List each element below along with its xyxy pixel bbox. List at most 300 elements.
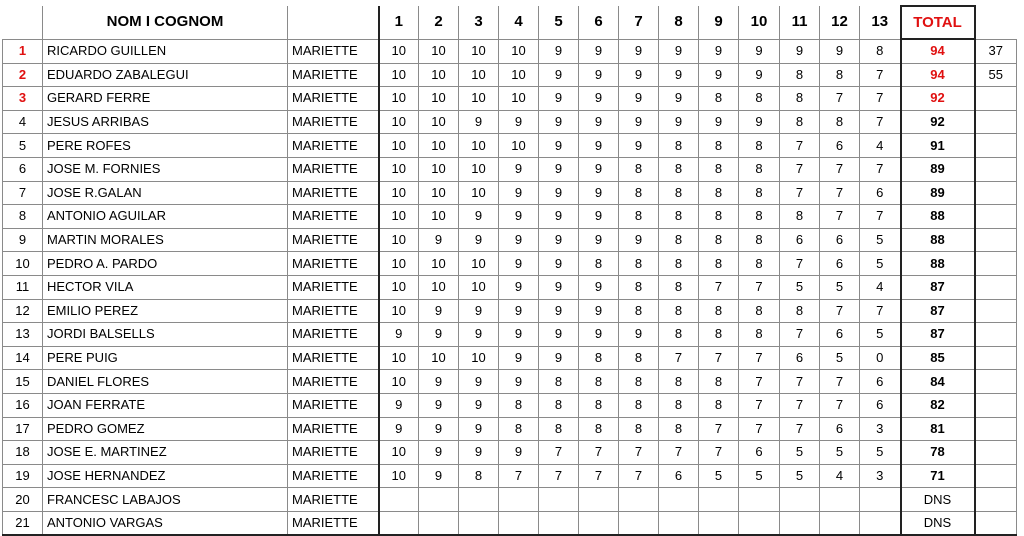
score-cell: 10 (459, 275, 499, 299)
table-row (3, 511, 1017, 535)
score-cell: 8 (659, 157, 699, 181)
score-cell: 4 (860, 275, 901, 299)
score-cell: 8 (699, 205, 739, 229)
round-header: 1 (379, 6, 419, 39)
score-cell: 10 (379, 370, 419, 394)
name-cell: MARTIN MORALES (43, 228, 288, 252)
name-cell: EDUARDO ZABALEGUI (43, 63, 288, 87)
name-cell: JORDI BALSELLS (43, 323, 288, 347)
total-cell: 91 (901, 134, 975, 158)
score-cell: 7 (659, 441, 699, 465)
position-cell: 4 (3, 110, 43, 134)
score-cell: 7 (659, 346, 699, 370)
score-cell: 10 (499, 134, 539, 158)
score-cell: 4 (820, 464, 860, 488)
score-cell: 8 (619, 181, 659, 205)
score-cell: 6 (739, 441, 780, 465)
score-cell: 9 (579, 205, 619, 229)
score-cell: 9 (699, 110, 739, 134)
total-cell: 71 (901, 464, 975, 488)
score-cell: 7 (739, 370, 780, 394)
name-cell: JOSE M. FORNIES (43, 157, 288, 181)
score-cell (499, 488, 539, 512)
extra-cell (975, 181, 1017, 205)
score-cell: 8 (619, 346, 659, 370)
round-header: 5 (539, 6, 579, 39)
score-cell: 8 (699, 157, 739, 181)
total-cell: 82 (901, 393, 975, 417)
score-cell: 9 (379, 393, 419, 417)
table-row (3, 63, 1017, 87)
score-cell: 9 (379, 417, 419, 441)
position-cell: 12 (3, 299, 43, 323)
score-cell: 7 (699, 417, 739, 441)
score-cell: 9 (499, 205, 539, 229)
club-cell: MARIETTE (288, 464, 379, 488)
table-row (3, 370, 1017, 394)
score-cell: 7 (820, 393, 860, 417)
score-cell: 8 (619, 157, 659, 181)
name-cell: JOAN FERRATE (43, 393, 288, 417)
position-cell: 16 (3, 393, 43, 417)
extra-cell (975, 157, 1017, 181)
score-cell: 10 (419, 252, 459, 276)
club-cell: MARIETTE (288, 441, 379, 465)
score-cell: 8 (579, 417, 619, 441)
round-header: 12 (820, 6, 860, 39)
score-cell: 9 (499, 252, 539, 276)
score-cell: 9 (579, 134, 619, 158)
score-cell: 9 (539, 87, 579, 111)
total-cell: 92 (901, 110, 975, 134)
table-row (3, 110, 1017, 134)
score-cell: 8 (659, 275, 699, 299)
score-cell: 9 (539, 157, 579, 181)
total-cell: 94 (901, 63, 975, 87)
score-cell: 8 (699, 393, 739, 417)
score-cell (619, 511, 659, 535)
club-cell: MARIETTE (288, 228, 379, 252)
round-header: 7 (619, 6, 659, 39)
club-cell: MARIETTE (288, 417, 379, 441)
score-cell: 5 (820, 275, 860, 299)
score-cell: 5 (820, 441, 860, 465)
table-row (3, 393, 1017, 417)
score-cell: 8 (739, 228, 780, 252)
extra-cell (975, 441, 1017, 465)
score-cell (419, 488, 459, 512)
score-cell: 9 (539, 299, 579, 323)
score-cell: 7 (820, 299, 860, 323)
score-cell: 9 (419, 228, 459, 252)
score-cell: 9 (539, 39, 579, 63)
extra-cell (975, 228, 1017, 252)
extra-cell (975, 87, 1017, 111)
extra-cell (975, 488, 1017, 512)
total-cell: 81 (901, 417, 975, 441)
score-cell: 7 (739, 417, 780, 441)
score-cell: 9 (499, 346, 539, 370)
score-cell: 7 (820, 370, 860, 394)
position-cell: 15 (3, 370, 43, 394)
club-cell: MARIETTE (288, 63, 379, 87)
score-cell: 10 (379, 299, 419, 323)
score-cell: 9 (539, 228, 579, 252)
extra-cell: 37 (975, 39, 1017, 63)
score-cell: 8 (659, 299, 699, 323)
table-row (3, 228, 1017, 252)
score-cell: 9 (459, 323, 499, 347)
table-row (3, 323, 1017, 347)
table-row (3, 205, 1017, 229)
score-cell: 10 (419, 346, 459, 370)
score-cell: 9 (579, 39, 619, 63)
score-cell: 9 (619, 323, 659, 347)
score-cell: 8 (780, 110, 820, 134)
name-cell: JOSE R.GALAN (43, 181, 288, 205)
score-cell: 10 (499, 87, 539, 111)
club-cell: MARIETTE (288, 205, 379, 229)
score-cell: 8 (619, 205, 659, 229)
position-cell: 19 (3, 464, 43, 488)
score-cell: 8 (619, 252, 659, 276)
score-cell (539, 511, 579, 535)
score-cell: 4 (860, 134, 901, 158)
position-cell: 2 (3, 63, 43, 87)
round-header: 2 (419, 6, 459, 39)
position-header (3, 6, 43, 39)
name-cell: JOSE HERNANDEZ (43, 464, 288, 488)
score-cell: 7 (579, 441, 619, 465)
score-cell: 7 (579, 464, 619, 488)
score-cell: 8 (739, 157, 780, 181)
score-cell: 9 (419, 299, 459, 323)
score-cell: 10 (379, 252, 419, 276)
extra-cell (975, 205, 1017, 229)
total-cell: 78 (901, 441, 975, 465)
score-cell (379, 511, 419, 535)
score-cell: 10 (419, 157, 459, 181)
score-cell: 7 (739, 346, 780, 370)
total-cell: 87 (901, 323, 975, 347)
extra-cell (975, 110, 1017, 134)
score-cell: 9 (539, 205, 579, 229)
round-header: 3 (459, 6, 499, 39)
club-cell: MARIETTE (288, 252, 379, 276)
position-cell: 5 (3, 134, 43, 158)
score-cell: 9 (539, 110, 579, 134)
score-cell: 9 (739, 39, 780, 63)
club-cell: MARIETTE (288, 393, 379, 417)
table-row (3, 134, 1017, 158)
score-cell: 7 (780, 323, 820, 347)
extra-cell (975, 370, 1017, 394)
score-cell: 8 (780, 205, 820, 229)
score-cell: 8 (739, 205, 780, 229)
score-cell: 6 (860, 393, 901, 417)
score-cell: 5 (780, 464, 820, 488)
position-cell: 3 (3, 87, 43, 111)
position-cell: 18 (3, 441, 43, 465)
score-cell: 10 (459, 346, 499, 370)
score-cell: 9 (699, 63, 739, 87)
table-row (3, 181, 1017, 205)
score-cell: 7 (780, 417, 820, 441)
score-cell: 8 (699, 252, 739, 276)
score-cell: 7 (739, 275, 780, 299)
total-cell: 94 (901, 39, 975, 63)
score-cell: 8 (699, 299, 739, 323)
score-cell: 8 (619, 370, 659, 394)
score-cell: 10 (379, 275, 419, 299)
position-cell: 6 (3, 157, 43, 181)
score-cell: 9 (619, 228, 659, 252)
results-table (2, 5, 1017, 536)
table-row (3, 299, 1017, 323)
score-cell: 7 (780, 393, 820, 417)
score-cell: 7 (860, 157, 901, 181)
score-cell: 10 (379, 87, 419, 111)
score-cell: 8 (659, 370, 699, 394)
score-cell: 9 (739, 63, 780, 87)
position-cell: 8 (3, 205, 43, 229)
round-header: 4 (499, 6, 539, 39)
score-cell: 7 (820, 181, 860, 205)
score-cell: 8 (659, 393, 699, 417)
score-cell: 9 (659, 63, 699, 87)
position-cell: 13 (3, 323, 43, 347)
table-row (3, 417, 1017, 441)
score-cell: 10 (379, 205, 419, 229)
score-cell: 3 (860, 464, 901, 488)
name-cell: PERE PUIG (43, 346, 288, 370)
score-cell (459, 511, 499, 535)
extra-cell (975, 417, 1017, 441)
score-cell: 7 (739, 393, 780, 417)
score-cell: 9 (459, 299, 499, 323)
score-cell: 7 (860, 299, 901, 323)
name-cell: DANIEL FLORES (43, 370, 288, 394)
score-cell: 9 (459, 417, 499, 441)
table-row (3, 157, 1017, 181)
score-cell: 8 (659, 228, 699, 252)
score-cell: 9 (579, 228, 619, 252)
score-cell (659, 511, 699, 535)
club-cell: MARIETTE (288, 181, 379, 205)
score-cell: 8 (739, 134, 780, 158)
total-cell: 88 (901, 228, 975, 252)
score-cell: 6 (820, 417, 860, 441)
score-cell: 8 (699, 134, 739, 158)
score-cell: 9 (619, 63, 659, 87)
score-cell: 9 (539, 63, 579, 87)
score-cell: 10 (459, 252, 499, 276)
total-header: TOTAL (901, 6, 975, 39)
score-cell: 8 (699, 181, 739, 205)
score-cell: 8 (659, 323, 699, 347)
position-cell: 1 (3, 39, 43, 63)
score-cell: 9 (459, 110, 499, 134)
score-cell: 10 (419, 134, 459, 158)
score-cell: 10 (499, 39, 539, 63)
score-cell: 8 (539, 370, 579, 394)
total-cell: 87 (901, 299, 975, 323)
club-cell: MARIETTE (288, 157, 379, 181)
club-cell: MARIETTE (288, 299, 379, 323)
score-cell: 10 (379, 181, 419, 205)
extra-cell (975, 393, 1017, 417)
name-cell: PERE ROFES (43, 134, 288, 158)
score-cell: 6 (820, 323, 860, 347)
extra-header (975, 6, 1017, 39)
score-cell (820, 488, 860, 512)
score-cell: 10 (459, 157, 499, 181)
name-cell: JESUS ARRIBAS (43, 110, 288, 134)
score-cell: 3 (860, 417, 901, 441)
table-row (3, 252, 1017, 276)
score-cell: 8 (659, 181, 699, 205)
score-cell: 9 (499, 228, 539, 252)
total-cell: 89 (901, 181, 975, 205)
score-cell: 9 (539, 323, 579, 347)
score-cell: 10 (419, 39, 459, 63)
club-cell: MARIETTE (288, 134, 379, 158)
score-cell (659, 488, 699, 512)
score-cell: 9 (619, 110, 659, 134)
score-cell: 8 (739, 323, 780, 347)
club-cell: MARIETTE (288, 39, 379, 63)
score-cell (699, 488, 739, 512)
name-cell: PEDRO A. PARDO (43, 252, 288, 276)
total-cell: 92 (901, 87, 975, 111)
score-cell: 10 (379, 157, 419, 181)
score-cell: 10 (499, 63, 539, 87)
score-cell: 5 (739, 464, 780, 488)
score-cell: 7 (539, 464, 579, 488)
score-cell: 9 (659, 87, 699, 111)
name-cell: PEDRO GOMEZ (43, 417, 288, 441)
score-cell: 5 (699, 464, 739, 488)
club-cell: MARIETTE (288, 87, 379, 111)
header-row (3, 6, 1017, 39)
extra-cell (975, 252, 1017, 276)
position-cell: 7 (3, 181, 43, 205)
score-cell (539, 488, 579, 512)
score-cell: 8 (659, 252, 699, 276)
score-cell: 7 (820, 205, 860, 229)
score-cell: 9 (579, 63, 619, 87)
score-cell: 8 (659, 205, 699, 229)
score-cell: 8 (499, 417, 539, 441)
score-cell: 10 (379, 346, 419, 370)
score-cell: 10 (459, 39, 499, 63)
score-cell: 9 (539, 134, 579, 158)
table-row (3, 87, 1017, 111)
score-cell: 8 (579, 252, 619, 276)
score-cell: 8 (699, 323, 739, 347)
extra-cell: 55 (975, 63, 1017, 87)
score-cell: 9 (419, 370, 459, 394)
club-cell: MARIETTE (288, 346, 379, 370)
score-cell (459, 488, 499, 512)
score-cell: 9 (459, 228, 499, 252)
score-cell: 10 (419, 87, 459, 111)
score-cell: 10 (379, 134, 419, 158)
extra-cell (975, 323, 1017, 347)
score-cell (379, 488, 419, 512)
score-cell: 8 (459, 464, 499, 488)
name-cell: ANTONIO VARGAS (43, 511, 288, 535)
score-cell: 10 (379, 441, 419, 465)
score-cell: 9 (459, 370, 499, 394)
score-cell: 6 (780, 346, 820, 370)
score-cell: 9 (539, 181, 579, 205)
score-cell: 6 (659, 464, 699, 488)
score-cell: 9 (459, 393, 499, 417)
score-cell: 8 (780, 87, 820, 111)
score-cell: 9 (499, 157, 539, 181)
score-cell: 7 (619, 464, 659, 488)
score-cell (579, 511, 619, 535)
score-cell: 7 (539, 441, 579, 465)
score-cell: 7 (860, 87, 901, 111)
total-cell: DNS (901, 511, 975, 535)
name-cell: RICARDO GUILLEN (43, 39, 288, 63)
score-cell: 10 (379, 228, 419, 252)
score-cell: 8 (659, 417, 699, 441)
score-cell: 9 (499, 275, 539, 299)
score-cell: 6 (820, 228, 860, 252)
position-cell: 17 (3, 417, 43, 441)
round-header: 10 (739, 6, 780, 39)
score-cell: 9 (499, 323, 539, 347)
table-row (3, 464, 1017, 488)
position-cell: 11 (3, 275, 43, 299)
score-cell: 9 (419, 323, 459, 347)
score-cell: 9 (499, 110, 539, 134)
score-cell: 7 (860, 205, 901, 229)
score-cell (619, 488, 659, 512)
position-cell: 21 (3, 511, 43, 535)
score-cell: 6 (780, 228, 820, 252)
score-cell: 8 (539, 393, 579, 417)
score-cell: 10 (419, 110, 459, 134)
extra-cell (975, 464, 1017, 488)
score-cell: 10 (419, 275, 459, 299)
name-header: NOM I COGNOM (43, 6, 288, 39)
score-cell: 7 (699, 346, 739, 370)
score-cell: 8 (579, 346, 619, 370)
score-cell: 8 (739, 299, 780, 323)
club-cell: MARIETTE (288, 323, 379, 347)
score-cell: 7 (860, 110, 901, 134)
score-cell (739, 488, 780, 512)
score-cell (780, 488, 820, 512)
score-cell: 9 (659, 39, 699, 63)
position-cell: 10 (3, 252, 43, 276)
score-cell: 8 (820, 110, 860, 134)
score-cell: 9 (619, 87, 659, 111)
table-row (3, 346, 1017, 370)
score-cell: 10 (419, 205, 459, 229)
score-cell: 5 (860, 228, 901, 252)
score-cell (820, 511, 860, 535)
extra-cell (975, 299, 1017, 323)
score-cell: 9 (419, 393, 459, 417)
score-cell: 10 (379, 39, 419, 63)
table-row (3, 441, 1017, 465)
position-cell: 9 (3, 228, 43, 252)
